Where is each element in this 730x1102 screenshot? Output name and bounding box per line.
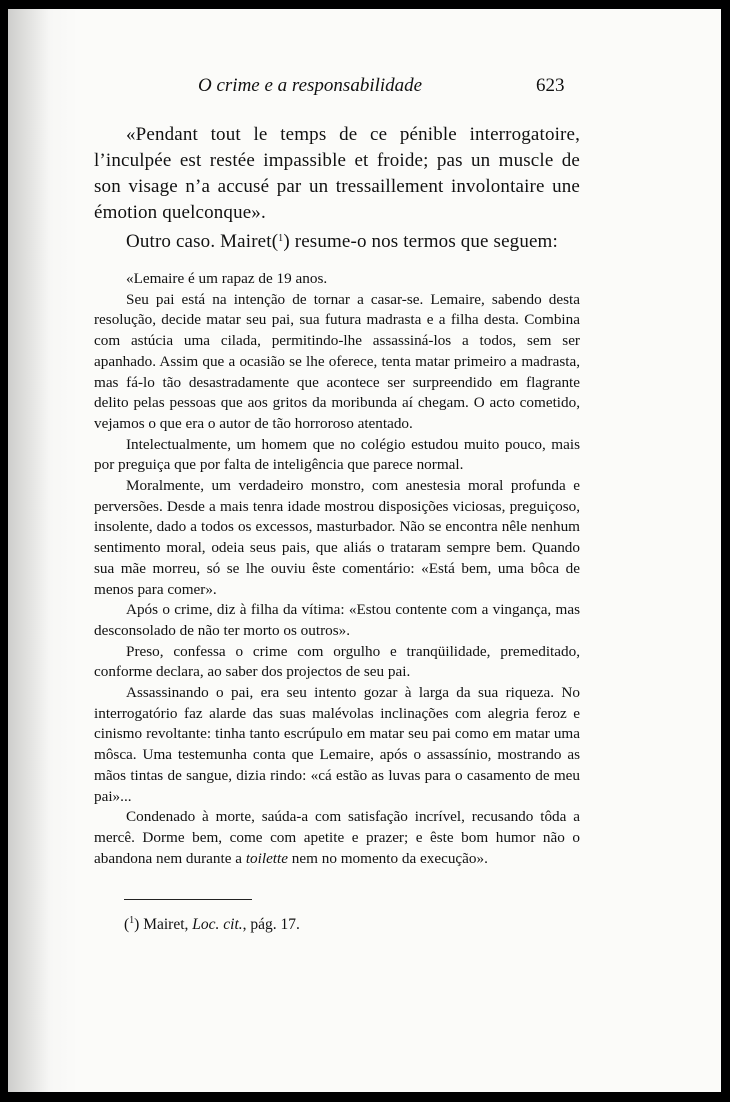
french-quote-paragraph: «Pendant tout le temps de ce pénible interrogatoire, l’inculpée est restée impassible et froide; pas un muscle de son visage n’a accusé par un tressaillement involontaire une émotion quelconque». (94, 124, 580, 223)
footnote-marker: 1 (129, 915, 135, 926)
footnote-divider (124, 899, 252, 900)
page-number: 623 (536, 75, 565, 96)
footnote-author: Mairet, (139, 916, 193, 933)
running-head (8, 75, 721, 105)
case-description (94, 269, 580, 869)
final-text: Condenado à morte, saúda-a com satisfação incrível, recusando tôda a mercê. Dorme bem, come com apetite e prazer; e êste bom humor não o abandona nem durante a (94, 808, 580, 867)
footnote-work: Loc. cit. (192, 916, 243, 933)
footnote-reference: 1 (278, 233, 284, 244)
footnote-pages: , pág. 17. (242, 916, 300, 933)
case-paragraph: Assassinando o pai, era seu intento gozar à larga da sua riqueza. No interrogatório faz alarde das suas malévolas inclinações com alegria feroz e cinismo revoltante: tinha tanto escrúpulo em matar seu pai como em matar uma môsca. Uma testemunha conta que Lemaire, após o assassínio, mostrando as mãos tintas de sangue, dizia rindo: «cá estão as luvas para o casamento de meu pai»... (94, 684, 580, 805)
intro-text-end: resume-o nos termos que seguem: (289, 231, 558, 252)
case-paragraph: Intelectualmente, um homem que no colégio estudou muito pouco, mais por preguiça que por falta de inteligência que parece normal. (94, 435, 580, 474)
final-text-end: nem no momento da execução». (288, 849, 488, 867)
case-paragraph: Moralmente, um verdadeiro monstro, com anestesia moral profunda e perversões. Desde a mais tenra idade mostrou disposições viciosas, preguiçoso, insolente, dado a todos os excessos, masturbador. Não se encontra nêle nenhum sentimento moral, odeia seus pais, que aliás o trataram sempre bem. Quando sua mãe morreu, só se lhe ouviu êste comentário: «Está bem, uma bôca de menos para comer». (94, 477, 580, 598)
gutter-shadow (8, 9, 78, 1092)
italic-term: toilette (245, 849, 288, 867)
case-paragraph: Seu pai está na intenção de tornar a casar-se. Lemaire, sabendo desta resolução, decide matar seu pai, sua futura madrasta e a filha desta. Combina com astúcia uma cilada, permitindo-lhe assassiná-los a todos, sem ser apanhado. Assim que a ocasião se lhe oferece, tenta matar primeiro a madrasta, mas fá-lo tão desastradamente que acontece ser surpreendido em flagrante delito pelas pessoas que aos gritos da moribunda aí chegam. O acto cometido, vejamos o que era o autor de tão horroroso atentado. (94, 290, 580, 432)
main-text (94, 122, 580, 869)
intro-paragraph: Outro caso. Mairet($^1$) resume-o nos termos que seguem: (126, 231, 558, 252)
running-title: O crime e a responsabilidade (198, 75, 423, 96)
case-paragraph: Preso, confessa o crime com orgulho e tranqüilidade, premeditado, conforme declara, ao saber dos projectos de seu pai. (94, 642, 580, 681)
case-paragraph: «Lemaire é um rapaz de 19 anos. (126, 270, 328, 287)
footnote: ($^1$) Mairet, Loc. cit., pág. 17. (124, 915, 300, 933)
book-page (8, 9, 721, 1092)
case-paragraph: Após o crime, diz à filha da vítima: «Estou contente com a vingança, mas desconsolado de não ter morto os outros». (94, 601, 580, 639)
intro-text: Outro caso. Mairet (126, 231, 272, 252)
case-final-paragraph (94, 807, 580, 869)
